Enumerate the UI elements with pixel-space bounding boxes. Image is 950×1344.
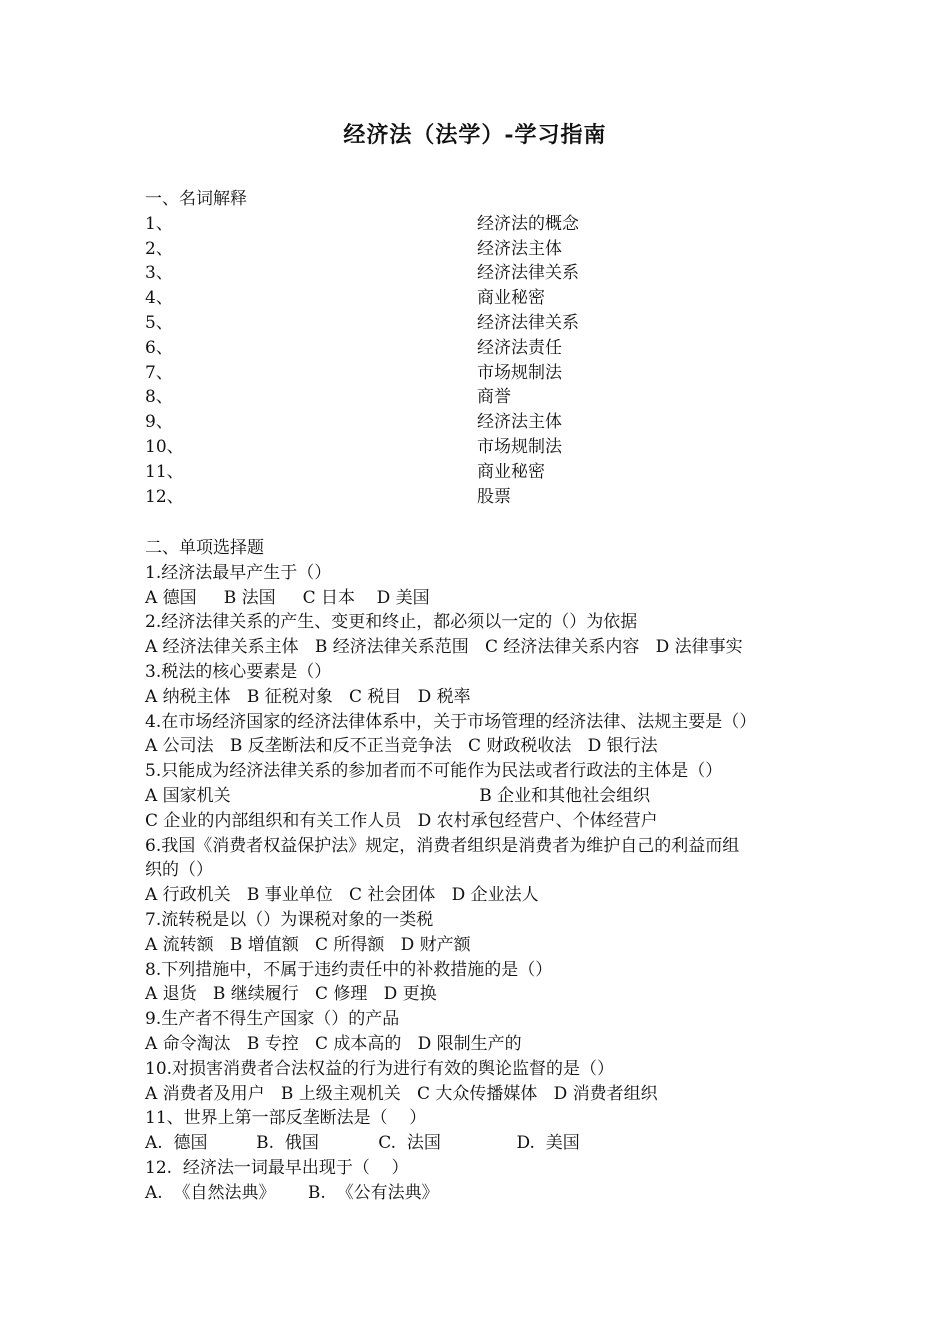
questions-list: [145, 561, 825, 1206]
section-term-definitions: [145, 187, 825, 509]
term-row: [145, 435, 825, 460]
term-number: 1、: [145, 213, 173, 234]
term-text: 商业秘密: [477, 288, 545, 309]
term-number: 3、: [145, 263, 173, 284]
question-line: 5.只能成为经济法律关系的参加者而不可能作为民法或者行政法的主体是（）: [145, 761, 723, 782]
term-row: [145, 361, 825, 386]
term-text: 经济法主体: [477, 412, 562, 433]
term-text: 经济法律关系: [477, 312, 579, 333]
question-line: 织的（）: [145, 860, 213, 881]
answer-options-line: A. 德国 B. 俄国 C. 法国 D. 美国: [145, 1133, 580, 1154]
answer-options-line: A 纳税主体 B 征税对象 C 税目 D 税率: [145, 686, 471, 707]
term-row: [145, 410, 825, 435]
answer-options-line: C 企业的内部组织和有关工作人员 D 农村承包经营户、个体经营户: [145, 810, 658, 831]
question-line: 11、世界上第一部反垄断法是（ ）: [145, 1108, 427, 1129]
answer-options-line: A 命令淘汰 B 专控 C 成本高的 D 限制生产的: [145, 1033, 522, 1054]
term-number: 11、: [145, 461, 184, 482]
section-single-choice: [145, 536, 825, 1206]
question-line: 7.流转税是以（）为课税对象的一类税: [145, 909, 434, 930]
term-number: 12、: [145, 486, 184, 507]
term-number: 2、: [145, 238, 173, 259]
section-heading: 二、单项选择题: [145, 538, 264, 558]
term-text: 市场规制法: [477, 362, 562, 383]
term-row: [145, 385, 825, 410]
question-line: 1.经济法最早产生于（）: [145, 562, 332, 583]
term-number: 8、: [145, 387, 173, 408]
question-line: 2.经济法律关系的产生、变更和终止，都必须以一定的（）为依据: [145, 612, 638, 633]
term-text: 市场规制法: [477, 436, 562, 457]
answer-options-line: A 行政机关 B 事业单位 C 社会团体 D 企业法人: [145, 885, 539, 906]
answer-options-line: A 流转额 B 增值额 C 所得额 D 财产额: [145, 934, 471, 955]
term-number: 9、: [145, 412, 173, 433]
section-heading: 一、名词解释: [145, 189, 247, 209]
answer-options-line: A 德国 B 法国 C 日本 D 美国: [145, 587, 430, 608]
answer-options-line: A 经济法律关系主体 B 经济法律关系范围 C 经济法律关系内容 D 法律事实: [145, 637, 743, 658]
question-line: 12. 经济法一词最早出现于（ ）: [145, 1157, 409, 1178]
term-number: 7、: [145, 362, 173, 383]
term-text: 商誉: [477, 387, 511, 408]
question-line: 10.对损害消费者合法权益的行为进行有效的舆论监督的是（）: [145, 1058, 615, 1079]
question-line: 6.我国《消费者权益保护法》规定，消费者组织是消费者为维护自己的利益而组: [145, 835, 740, 856]
term-text: 股票: [477, 486, 511, 507]
answer-options-line: A 国家机关 B 企业和其他社会组织: [145, 785, 651, 806]
term-row: [145, 336, 825, 361]
term-row: [145, 460, 825, 485]
term-row: [145, 261, 825, 286]
term-number: 5、: [145, 312, 173, 333]
term-text: 经济法律关系: [477, 263, 579, 284]
question-line: 9.生产者不得生产国家（）的产品: [145, 1009, 400, 1030]
term-row: [145, 311, 825, 336]
term-text: 商业秘密: [477, 461, 545, 482]
term-number: 4、: [145, 288, 173, 309]
term-text: 经济法责任: [477, 337, 562, 358]
question-line: 8.下列措施中，不属于违约责任中的补救措施的是（）: [145, 959, 553, 980]
answer-options-line: A 公司法 B 反垄断法和反不正当竞争法 C 财政税收法 D 银行法: [145, 736, 658, 757]
term-number: 10、: [145, 436, 184, 457]
term-number: 6、: [145, 337, 173, 358]
answer-options-line: A 消费者及用户 B 上级主观机关 C 大众传播媒体 D 消费者组织: [145, 1083, 658, 1104]
term-row: [145, 237, 825, 262]
answer-options-line: A. 《自然法典》 B. 《公有法典》: [145, 1182, 439, 1203]
question-line: 3.税法的核心要素是（）: [145, 661, 332, 682]
term-text: 经济法的概念: [477, 213, 579, 234]
document-title: 经济法（法学）-学习指南: [343, 122, 607, 148]
answer-options-line: A 退货 B 继续履行 C 修理 D 更换: [145, 984, 437, 1005]
term-row: [145, 485, 825, 510]
terms-list: [145, 212, 825, 510]
term-row: [145, 212, 825, 237]
term-row: [145, 286, 825, 311]
term-text: 经济法主体: [477, 238, 562, 259]
question-line: 4.在市场经济国家的经济法律体系中，关于市场管理的经济法律、法规主要是（）: [145, 711, 757, 732]
